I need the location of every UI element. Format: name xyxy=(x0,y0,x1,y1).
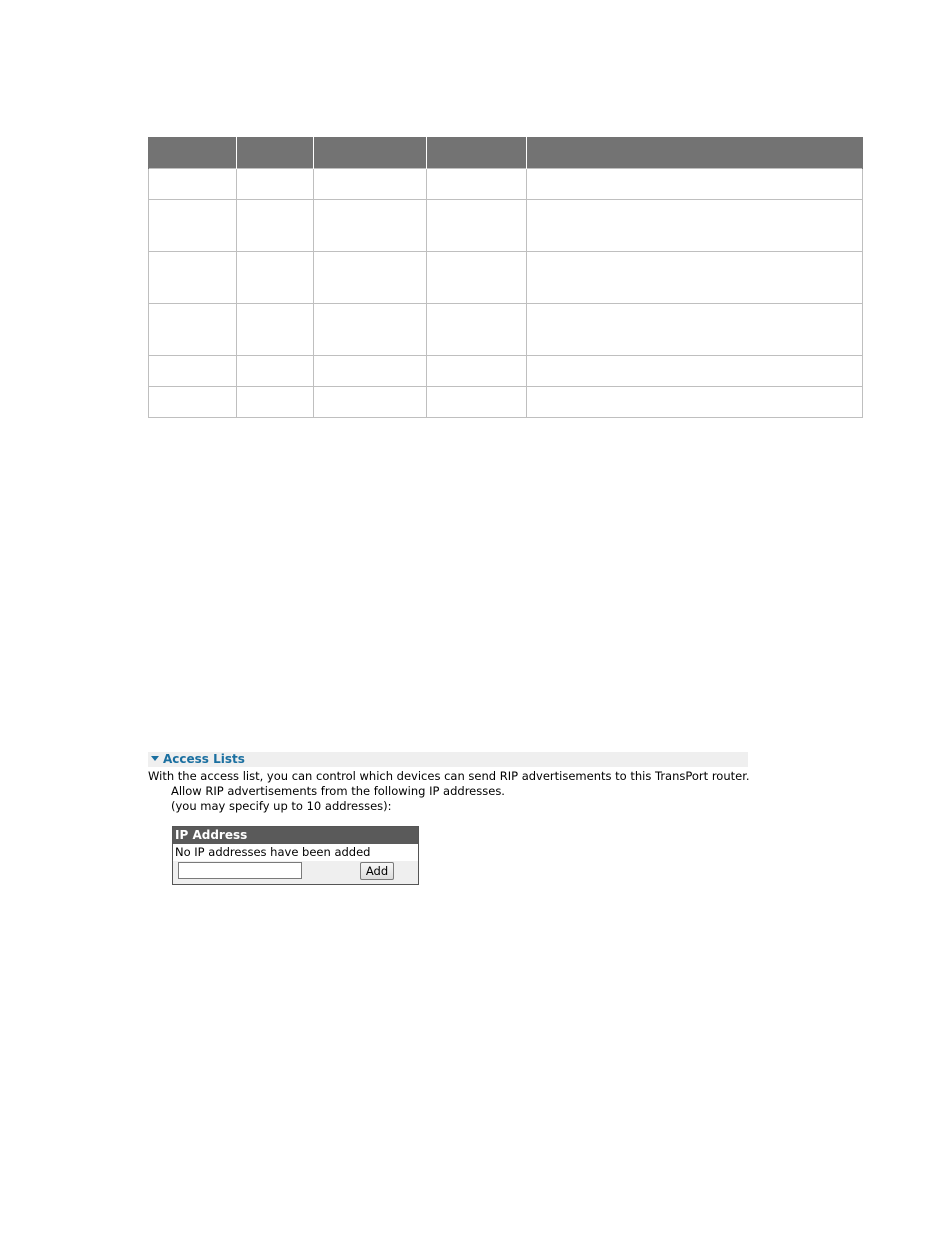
ip-address-input[interactable] xyxy=(178,862,302,879)
table-header-row xyxy=(149,137,863,169)
table-cell xyxy=(427,387,527,418)
table-cell xyxy=(427,356,527,387)
table-cell xyxy=(314,252,427,304)
table-cell xyxy=(149,304,237,356)
table-cell xyxy=(149,169,237,200)
table-cell xyxy=(527,200,863,252)
table-cell xyxy=(149,387,237,418)
access-lists-toggle[interactable] xyxy=(148,752,748,767)
table-cell xyxy=(237,356,314,387)
limit-text: (you may specify up to 10 addresses): xyxy=(171,799,392,813)
table-cell xyxy=(527,387,863,418)
allow-text: Allow RIP advertisements from the following IP addresses. xyxy=(171,784,505,798)
table-cell xyxy=(314,169,427,200)
table-cell xyxy=(237,387,314,418)
table-cell xyxy=(237,252,314,304)
ip-table-header: IP Address xyxy=(173,827,419,845)
table-cell xyxy=(237,304,314,356)
table-row xyxy=(149,169,863,200)
table-cell xyxy=(237,169,314,200)
table-cell xyxy=(427,304,527,356)
ip-address-table xyxy=(172,826,419,885)
table-row xyxy=(149,304,863,356)
table-cell xyxy=(427,252,527,304)
table-cell xyxy=(527,169,863,200)
table-header-cell xyxy=(314,137,427,169)
table-header-cell xyxy=(527,137,863,169)
table-header-cell xyxy=(427,137,527,169)
table-cell xyxy=(527,304,863,356)
table-cell xyxy=(527,252,863,304)
table-row xyxy=(149,252,863,304)
table-cell xyxy=(314,387,427,418)
table-cell xyxy=(427,200,527,252)
table-cell xyxy=(149,252,237,304)
triangle-down-icon xyxy=(151,756,159,761)
ip-table-add-row xyxy=(173,861,419,885)
table-cell xyxy=(314,200,427,252)
parameter-table xyxy=(148,137,863,418)
table-cell xyxy=(237,200,314,252)
section-title: Access Lists xyxy=(163,752,245,766)
table-cell xyxy=(314,304,427,356)
table-row xyxy=(149,387,863,418)
ip-table-empty-message: No IP addresses have been added xyxy=(173,844,419,861)
table-row xyxy=(149,356,863,387)
access-lists-description: With the access list, you can control which devices can send RIP advertisements to this TransPort router. xyxy=(148,769,750,783)
table-header-cell xyxy=(149,137,237,169)
table-row xyxy=(149,200,863,252)
table-cell xyxy=(527,356,863,387)
table-cell xyxy=(149,200,237,252)
table-cell xyxy=(149,356,237,387)
add-ip-button[interactable]: Add xyxy=(360,862,394,880)
table-cell xyxy=(314,356,427,387)
table-cell xyxy=(427,169,527,200)
table-header-cell xyxy=(237,137,314,169)
access-lists-section xyxy=(148,752,750,878)
